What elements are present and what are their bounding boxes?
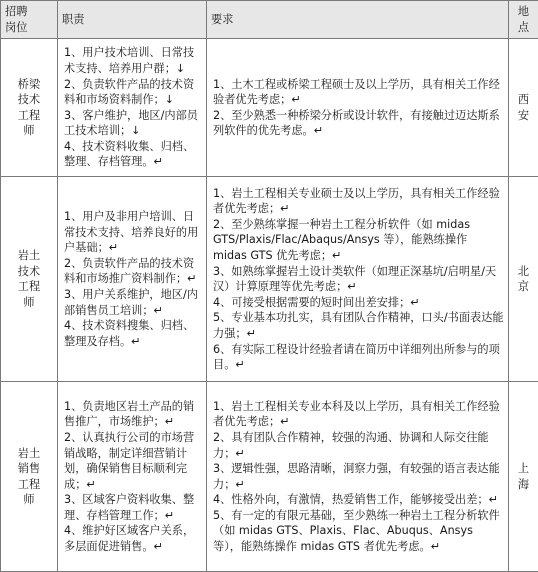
header-row: [1, 1, 538, 39]
requirement-item: 2、至少熟悉一种桥梁分析或设计软件，有接触过迈达斯系列软件的优先考虑。↵: [213, 108, 504, 139]
duty-item: 3、用户关系维护，地区/内部销售员工培训；↵: [64, 287, 202, 318]
requirements-cell: [207, 382, 509, 572]
duty-item: 1、负责地区岩土产品的销售推广，市场维护；↵: [64, 399, 202, 430]
requirement-item: 2、具有团队合作精神，较强的沟通、协调和人际交往能力；↵: [213, 430, 504, 461]
location-cell: 西安: [509, 39, 538, 177]
requirement-item: 2、至少熟练掌握一种岩土工程分析软件（如 midas GTS/Plaxis/Flac/Abaqus/Ansys 等），能熟练操作 midas GTS 优先考虑；↵: [213, 217, 504, 264]
duty-item: 4、技术资料搜集、归档、整理及存档。↵: [64, 318, 202, 349]
header-requirements: 要求: [207, 1, 509, 39]
duty-item: 1、用户及非用户培训、日常技术支持、培养良好的用户基础；↵: [64, 209, 202, 256]
requirements-cell: [207, 39, 509, 177]
location-cell: 北京: [509, 177, 538, 382]
requirement-item: 1、岩土工程相关专业硕士及以上学历，具有相关工作经验者优先考虑；↵: [213, 186, 504, 217]
requirement-item: 3、如熟练掌握岩土设计类软件（如理正深基坑/启明星/天汉）计算原理等优先考虑；↵: [213, 264, 504, 295]
header-location: 地点: [509, 1, 538, 39]
table-row: [1, 177, 538, 382]
requirement-item: 4、可接受根据需要的短时间出差安排；↵: [213, 295, 504, 311]
job-title: 桥梁技术工程师: [1, 39, 58, 177]
requirements-cell: [207, 177, 509, 382]
duty-item: 3、区域客户资料收集、整理、存档管理工作；↵: [64, 492, 202, 523]
table-row: [1, 39, 538, 177]
requirement-item: 3、逻辑性强，思路清晰，洞察力强，有较强的语言表达能力；↵: [213, 461, 504, 492]
header-duties: 职责: [58, 1, 207, 39]
duties-cell: [58, 382, 207, 572]
duties-cell: [58, 177, 207, 382]
requirement-item: 1、岩土工程相关专业本科及以上学历，具有相关工作经验者优先考虑；↵: [213, 399, 504, 430]
duty-item: 4、维护好区域客户关系，多层面促进销售。↵: [64, 523, 202, 554]
duty-item: 2、负责软件产品的技术资料和市场推广资料制作；↵: [64, 256, 202, 287]
duty-item: 2、认真执行公司的市场营销战略，制定详细营销计划，确保销售目标顺利完成；↵: [64, 430, 202, 492]
requirement-item: 1、土木工程或桥梁工程硕士及以上学历，具有相关工作经验者优先考虑；↵: [213, 77, 504, 108]
job-title: 岩土技术工程师: [1, 177, 58, 382]
table-row: [1, 382, 538, 572]
job-title: 岩土销售工程师: [1, 382, 58, 572]
requirement-item: 4、性格外向，有激情，热爱销售工作，能够接受出差；↵: [213, 492, 504, 508]
duty-item: 1、用户技术培训、日常技术支持、培养用户群；↓: [64, 45, 202, 76]
location-cell: 上海: [509, 382, 538, 572]
requirement-item: 5、专业基本功扎实，具有团队合作精神，口头/书面表达能力强；↵: [213, 310, 504, 341]
duty-item: 2、负责软件产品的技术资料和市场资料制作；↓: [64, 77, 202, 108]
requirement-item: 5、有一定的有限元基础，至少熟练一种岩土工程分析软件（如 midas GTS、Plaxis、Flac、Abuqus、Ansys 等），能熟练操作 midas GTS 者优先考虑。↵: [213, 508, 504, 555]
duty-item: 4、技术资料收集、归档、整理、存档管理。↵: [64, 139, 202, 170]
header-position: 招聘岗位: [1, 1, 58, 39]
duty-item: 3、客户维护，地区/内部员工技术培训；↓: [64, 108, 202, 139]
requirement-item: 6、有实际工程设计经验者请在简历中详细列出所参与的项目。↵: [213, 342, 504, 373]
duties-cell: [58, 39, 207, 177]
